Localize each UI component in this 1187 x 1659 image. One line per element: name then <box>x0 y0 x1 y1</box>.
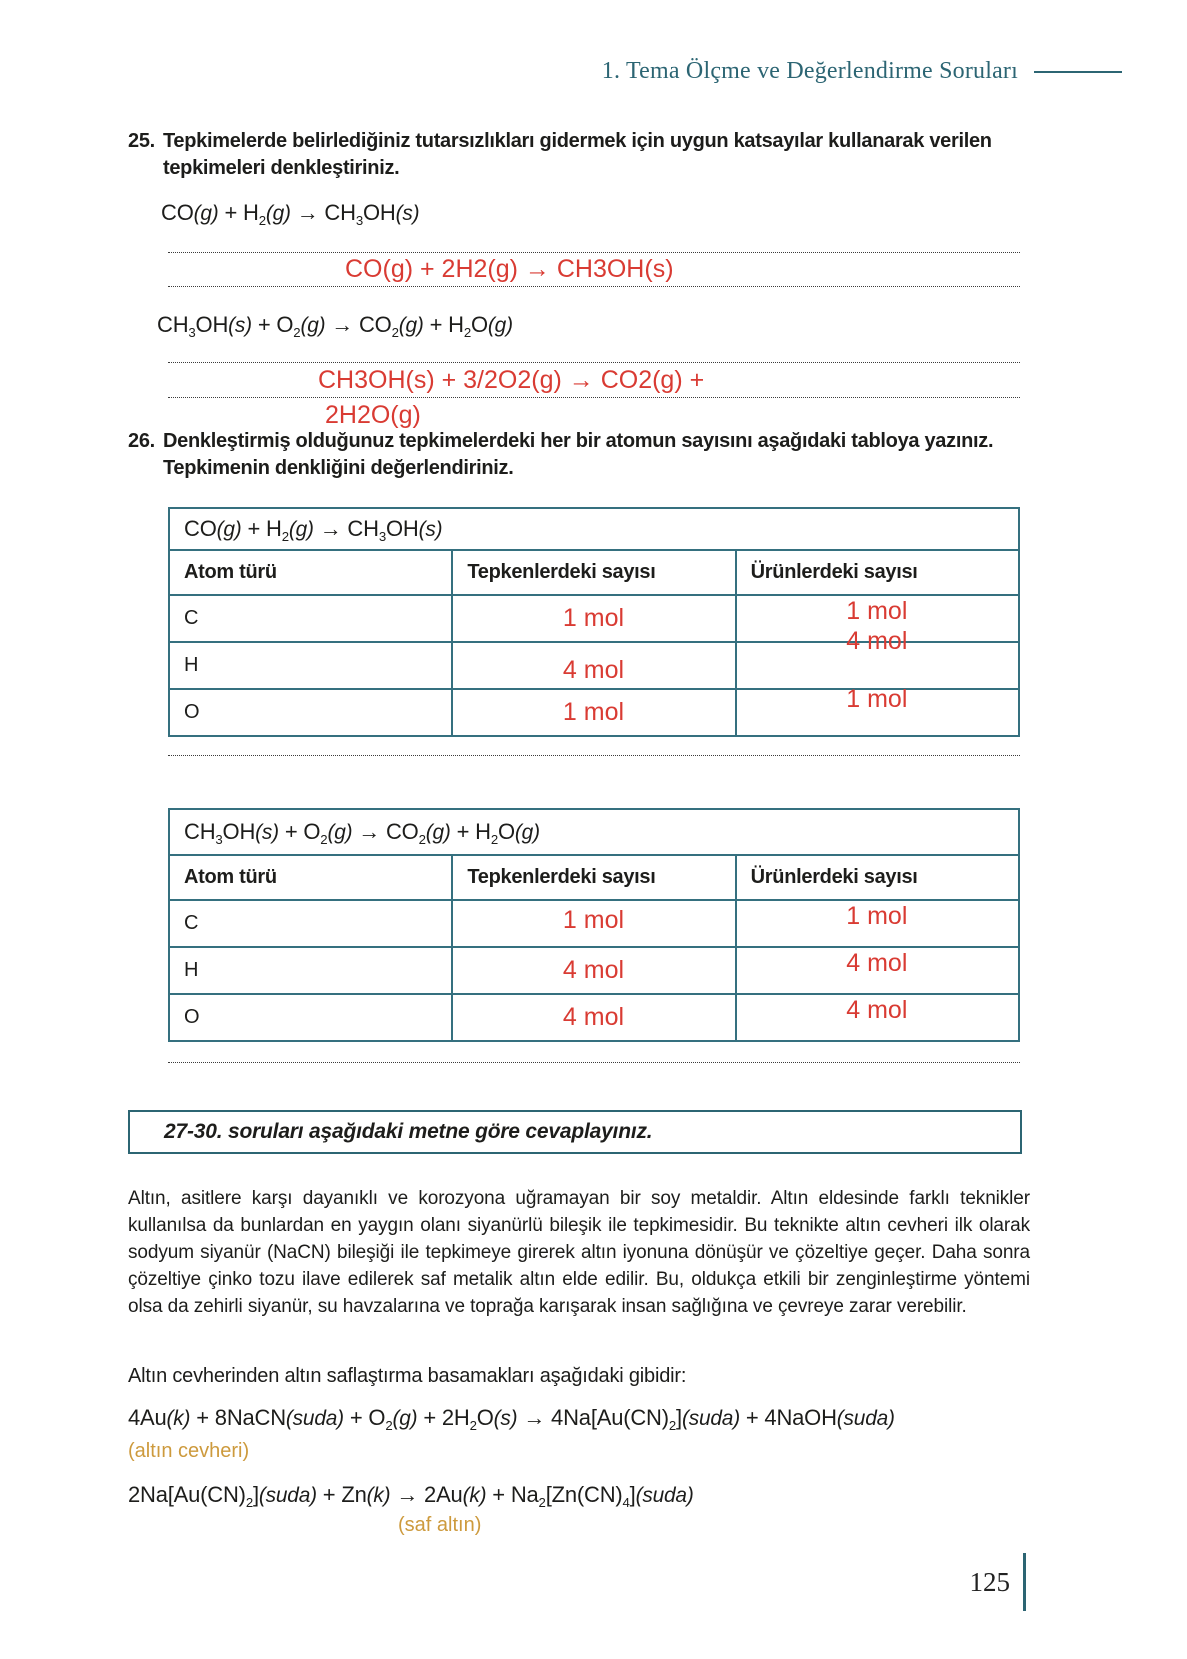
header-rule <box>1034 71 1122 73</box>
question-number: 25. <box>128 130 155 152</box>
footer-accent-bar <box>1023 1553 1026 1611</box>
table-row <box>169 994 1019 1041</box>
equation-gold-zinc: $2Na[Au(CN)_2](suda) + Zn(k) \to 2Au(k)$ + $Na_2[Zn(CN)_4](suda)$ <box>128 1482 694 1511</box>
reactant-count: 1 mol <box>562 906 625 934</box>
question-25 <box>128 128 1068 182</box>
table-equation: $CH_3OH(s) + O_2(g) \to CO_2(g) + H_2O(g)$ <box>184 819 540 848</box>
dotted-separator <box>168 755 1020 756</box>
reactant-count: 4 mol <box>562 656 625 684</box>
gold-passage: Altın, asitlere karşı dayanıklı ve korozyona uğramayan bir soy metaldir. Altın eldesinde farklı teknikler kullanılsa da bunlardan en yaygın olanı siyanürlü bileşik ile tepkimesidir. Bu teknikte altın cevheri ilk olarak sodyum siyanür (NaCN) bileşiği ile tepkimeye girerek altın iyonuna dönüşür ve çözeltiye geçer. Daha sonra çözeltiye çinko tozu ilave edilerek saf metalik altın elde edilir. Bu, oldukça etkili bir zenginleştirme yöntemi olsa da zehirli siyanür, su havzalarına ve toprağa karışarak insan sağlığına ve çevreye zarar verebilir. <box>128 1188 1030 1317</box>
equation-co-h2-methanol: $CO(g) + H_2(g) \to CH_3OH(s)$ <box>161 200 420 229</box>
student-answer-2-line2: 2H2O(g) <box>325 401 421 429</box>
table-equation: $CO(g) + H_2(g) \to CH_3OH(s)$ <box>184 516 443 545</box>
column-header-products: Ürünlerdeki sayısı <box>736 855 1019 900</box>
page-number: 125 <box>969 1566 1010 1597</box>
product-count: 1 mol <box>846 597 908 625</box>
product-count: 4 mol <box>846 996 908 1024</box>
table-header-row <box>169 550 1019 595</box>
product-count: 4 mol <box>846 949 908 977</box>
header-title: 1. Tema Ölçme ve Değerlendirme Soruları <box>601 58 1018 84</box>
student-answer-2-line1: CH3OH(s) + 3/2O2(g) → CO2(g) + <box>318 366 705 394</box>
atom-count-table-2 <box>168 808 1020 1042</box>
table-row <box>169 900 1019 947</box>
equation-methanol-combustion: $CH_3OH(s) + O_2(g) \to CO_2(g) + H_2O(g)$ <box>157 312 513 341</box>
product-count: 4 mol <box>846 627 908 655</box>
gold-ore-label: (altın cevheri) <box>128 1440 250 1462</box>
reactant-count: 1 mol <box>562 604 625 632</box>
table-header-row <box>169 855 1019 900</box>
question-text: Tepkimelerde belirlediğiniz tutarsızlıkları gidermek için uygun katsayılar kullanarak verilen tepkimeleri denkleştiriniz. <box>163 130 992 179</box>
question-26 <box>128 428 1068 482</box>
atom-symbol: H <box>169 947 452 994</box>
page-footer <box>958 1553 1026 1611</box>
equation-gold-cyanide: 4Au(k) + 8NaCN(suda) + $O_2(g) + 2H_2O(s)$ → $4Na[Au(CN)_2](suda)$ + 4NaOH(suda) <box>128 1405 895 1434</box>
steps-intro-text: Altın cevherinden altın saflaştırma basamakları aşağıdaki gibidir: <box>128 1365 687 1387</box>
questions-27-30-instruction-box <box>128 1110 1022 1154</box>
dotted-separator <box>168 1062 1020 1063</box>
table-row <box>169 642 1019 689</box>
atom-symbol: O <box>169 994 452 1041</box>
table-equation-row <box>169 809 1019 855</box>
reactant-count: 4 mol <box>562 1003 625 1031</box>
atom-symbol: C <box>169 900 452 947</box>
question-text: Denkleştirmiş olduğunuz tepkimelerdeki her bir atomun sayısını aşağıdaki tabloya yazınız. Tepkimenin denkliğini değerlendiriniz. <box>163 430 994 479</box>
instruction-text: 27-30. soruları aşağıdaki metne göre cevaplayınız. <box>164 1120 653 1143</box>
column-header-atom: Atom türü <box>169 550 452 595</box>
dotted-answer-line <box>168 397 1020 398</box>
atom-symbol: C <box>169 595 452 642</box>
atom-count-table-1 <box>168 507 1020 737</box>
column-header-reactants: Tepkenlerdeki sayısı <box>452 855 735 900</box>
table-row <box>169 689 1019 736</box>
column-header-atom: Atom türü <box>169 855 452 900</box>
reactant-count: 1 mol <box>562 698 625 726</box>
column-header-products: Ürünlerdeki sayısı <box>736 550 1019 595</box>
pure-gold-label: (saf altın) <box>398 1514 482 1536</box>
atom-symbol: H <box>169 642 452 689</box>
answer-area-1 <box>168 252 1020 287</box>
dotted-answer-line <box>168 286 1020 287</box>
page-header <box>0 58 1122 85</box>
atom-symbol: O <box>169 689 452 736</box>
reactant-count: 4 mol <box>562 956 625 984</box>
table-row <box>169 947 1019 994</box>
student-answer-1: CO(g) + 2H2(g) → CH3OH(s) <box>345 255 674 283</box>
product-count: 1 mol <box>846 902 908 930</box>
answer-area-2 <box>168 362 1020 430</box>
product-count: 1 mol <box>846 685 908 713</box>
table-equation-row <box>169 508 1019 550</box>
column-header-reactants: Tepkenlerdeki sayısı <box>452 550 735 595</box>
question-number: 26. <box>128 430 155 452</box>
